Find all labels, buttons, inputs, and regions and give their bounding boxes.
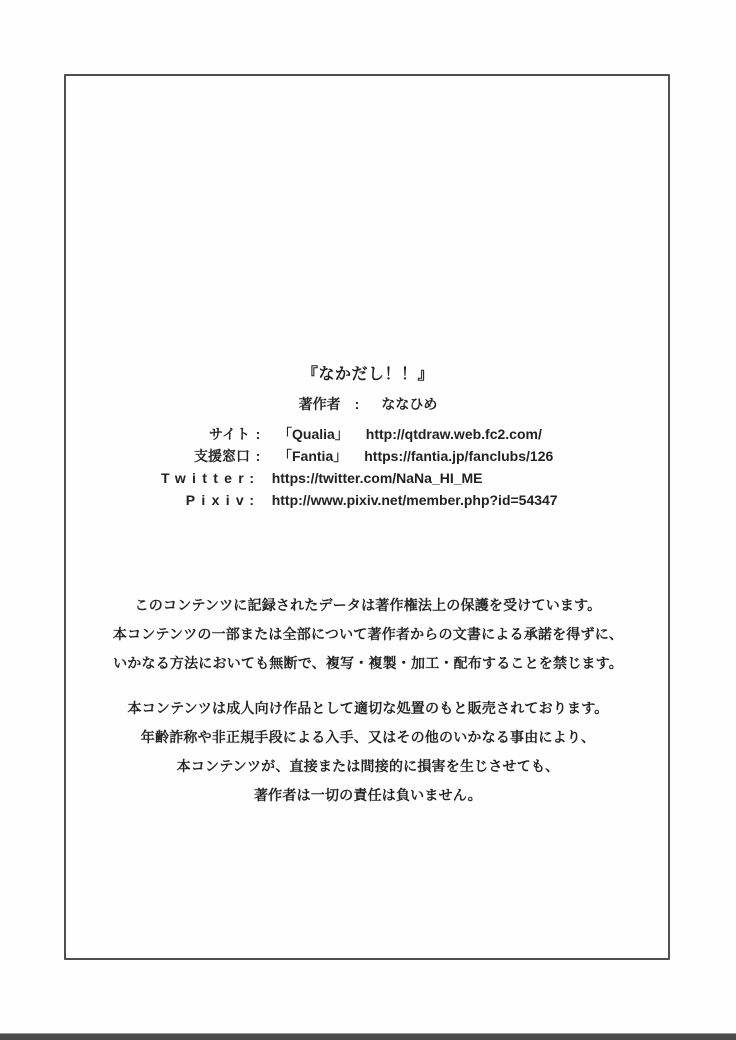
colophon-frame — [64, 74, 670, 960]
fantia-name: 「Fantia」 — [278, 448, 348, 464]
links-block — [0, 423, 736, 511]
link-value-site — [278, 424, 542, 444]
link-value-pixiv — [272, 492, 558, 508]
copyright-line: いかなる方法においても無断で、複写・複製・加工・配布することを禁じます。 — [113, 655, 623, 671]
fantia-url: https://fantia.jp/fanclubs/126 — [364, 448, 554, 464]
disclaimer-line: 本コンテンツが、直接または間接的に損害を生じさせても、 — [176, 758, 560, 774]
book-title: 『なかだし！！』 — [301, 366, 434, 383]
link-row-site — [0, 423, 736, 445]
link-row-fantia — [0, 445, 736, 467]
copyright-line: このコンテンツに記録されたデータは著作権法上の保護を受けています。 — [134, 597, 602, 613]
copyright-line: 本コンテンツの一部または全部について著作者からの文書による承諾を得ずに、 — [112, 626, 624, 642]
copyright-notice — [0, 591, 736, 678]
author-label: 著作者 — [298, 396, 341, 412]
link-separator: : — [249, 470, 255, 486]
disclaimer-line: 本コンテンツは成人向け作品として適切な処置のもと販売されております。 — [127, 700, 609, 716]
link-row-pixiv — [0, 489, 736, 511]
disclaimer-notice — [0, 694, 736, 810]
site-name: 「Qualia」 — [278, 426, 349, 442]
author-row — [0, 394, 736, 414]
link-value-twitter — [272, 470, 483, 486]
author-name: ななひめ — [381, 396, 438, 412]
link-separator: : — [255, 426, 261, 442]
link-label-twitter: Twitter — [161, 470, 250, 486]
link-value-fantia — [278, 446, 553, 466]
link-separator: : — [249, 492, 255, 508]
bottom-edge-bar — [0, 1033, 736, 1040]
disclaimer-line: 年齢詐称や非正規手段による入手、又はその他のいかなる事由により、 — [140, 729, 596, 745]
author-separator: : — [354, 396, 360, 412]
pixiv-url: http://www.pixiv.net/member.php?id=54347 — [271, 492, 558, 508]
link-label-pixiv: Pixiv — [185, 492, 250, 508]
link-label-fantia: 支援窓口 — [194, 448, 250, 464]
link-label-site: サイト — [208, 426, 250, 442]
site-url: http://qtdraw.web.fc2.com/ — [365, 426, 542, 442]
disclaimer-line: 著作者は一切の責任は負いません。 — [253, 787, 483, 803]
link-row-twitter — [0, 467, 736, 489]
twitter-url: https://twitter.com/NaNa_HI_ME — [271, 470, 483, 486]
link-separator: : — [255, 448, 261, 464]
